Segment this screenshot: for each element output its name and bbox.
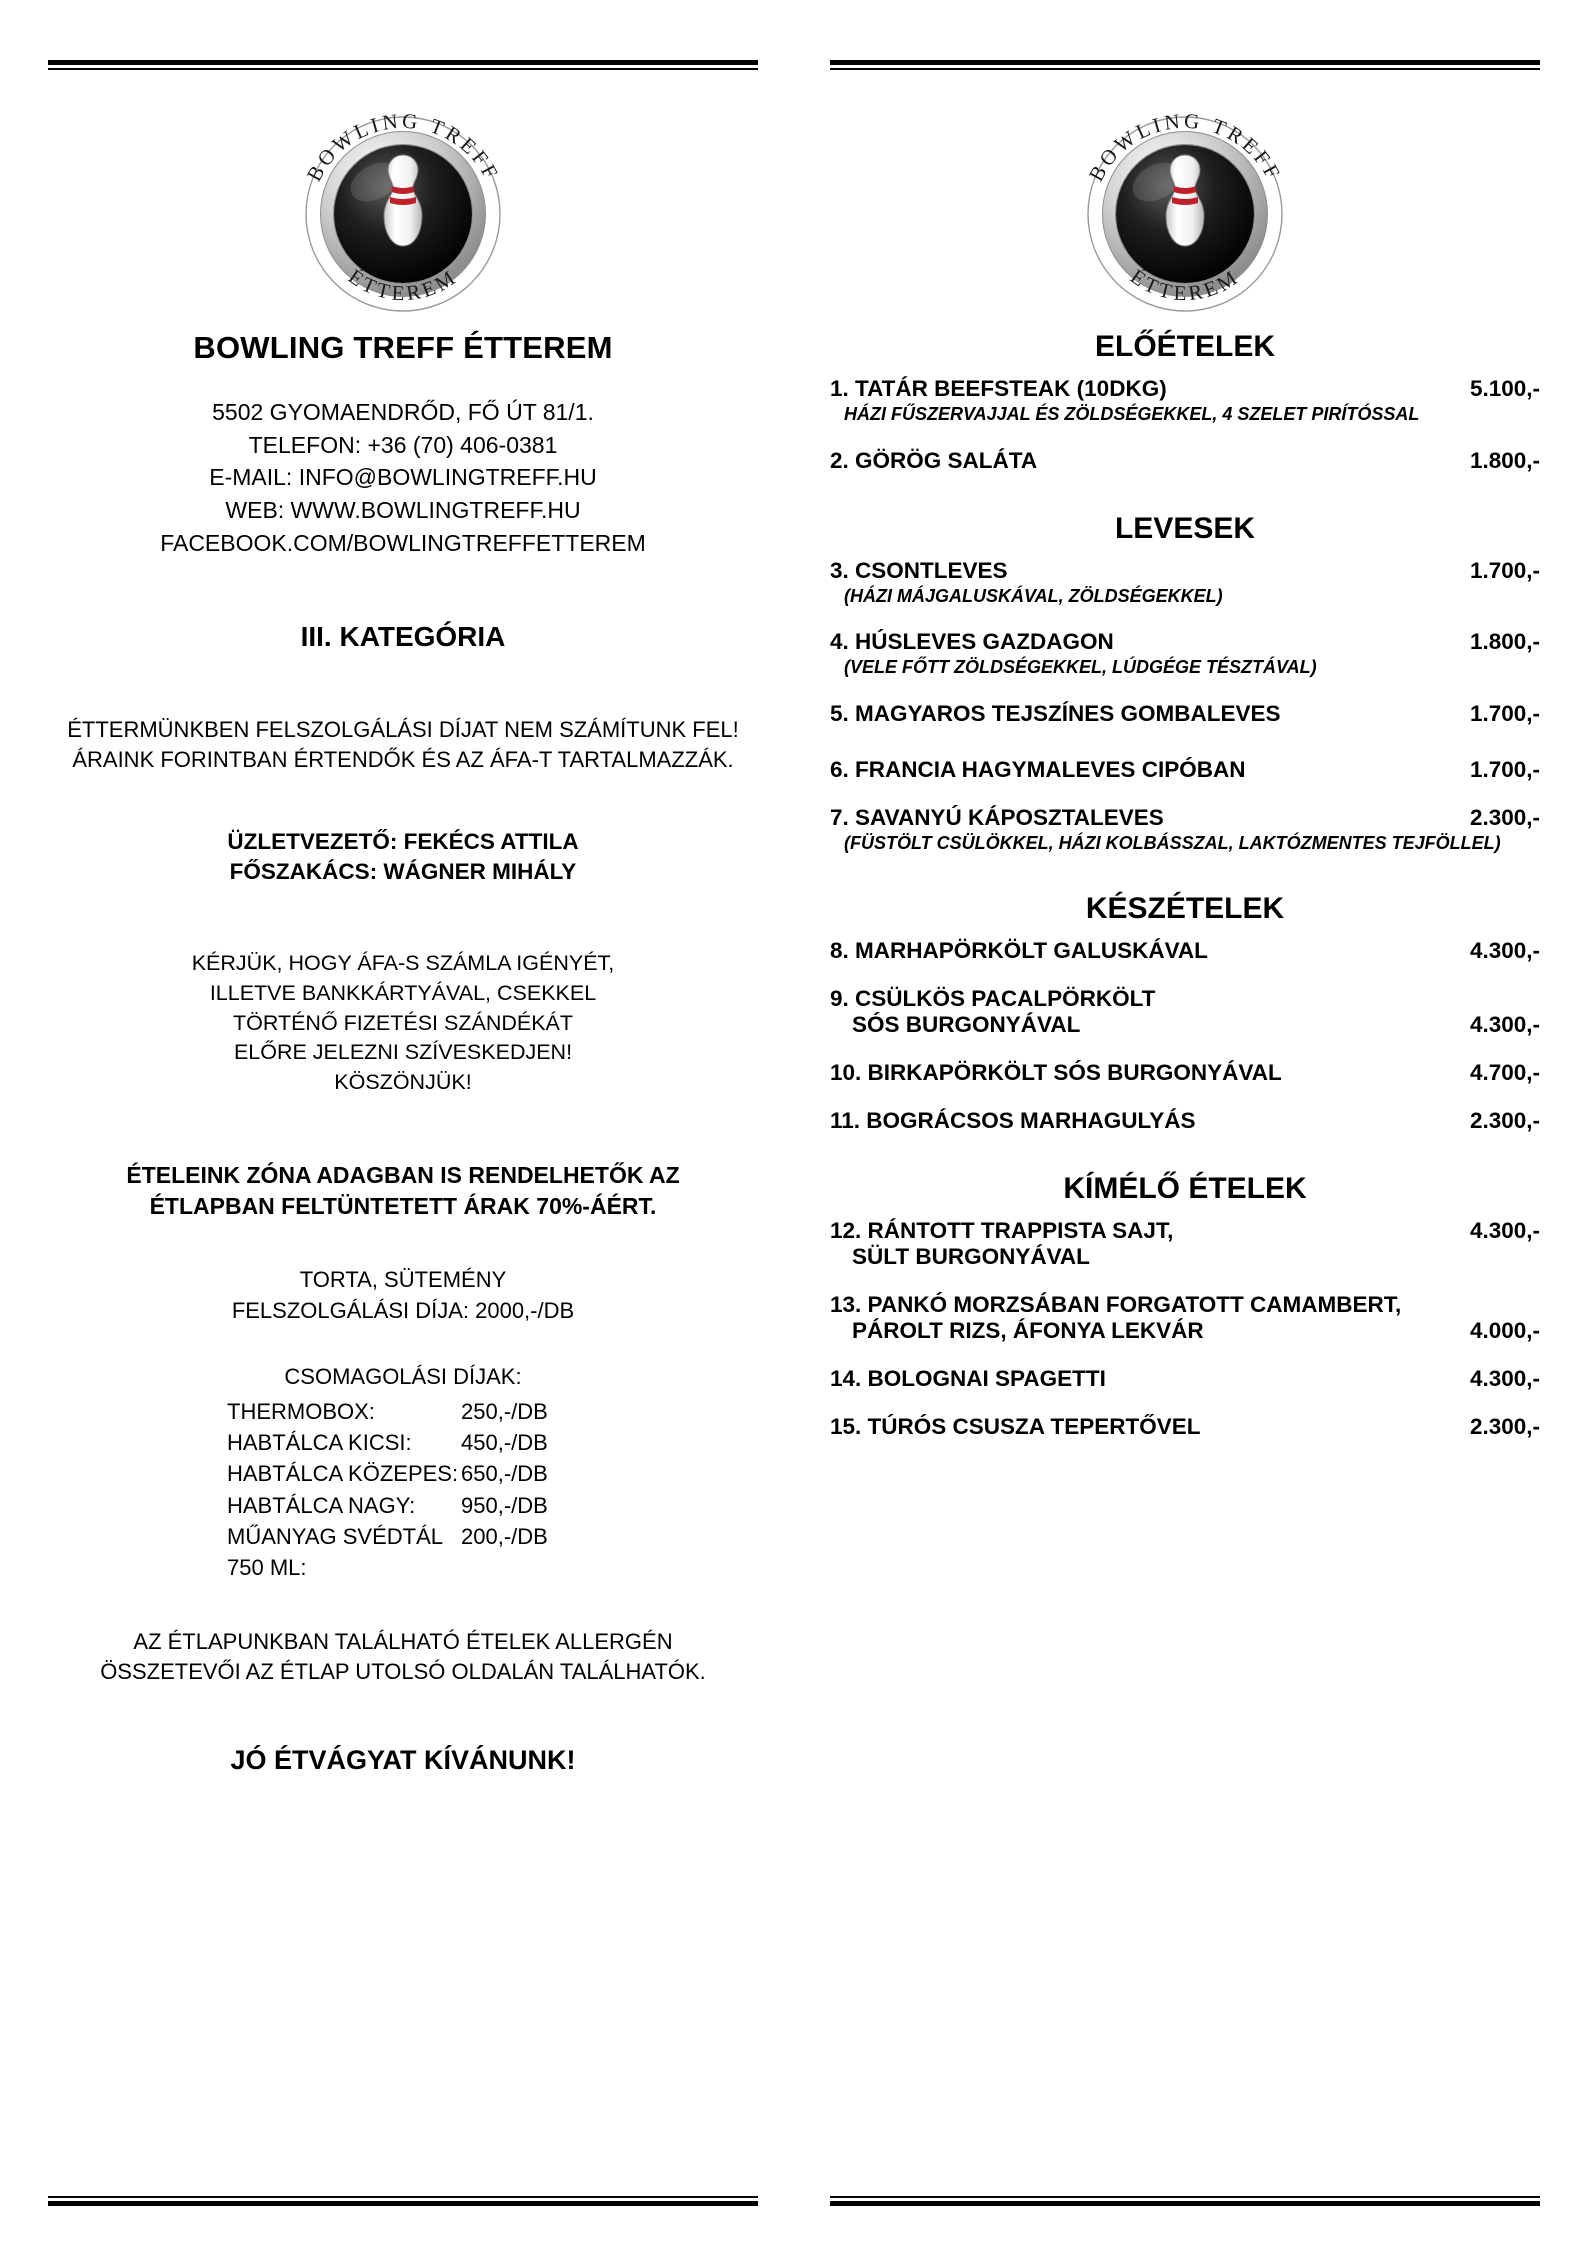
- staff-block: [48, 827, 758, 888]
- menu-item-name: 12. RÁNTOTT TRAPPISTA SAJT,: [830, 1218, 1174, 1243]
- manager-name: ÜZLETVEZETŐ: FEKÉCS ATTILA: [227, 828, 579, 854]
- right-column: [830, 60, 1540, 2206]
- menu-item-price: 4.300,-: [1469, 1218, 1540, 1243]
- invoice-notice-line-4: ELŐRE JELEZNI SZÍVESKEDJEN!: [233, 1040, 573, 1065]
- contact-facebook: FACEBOOK.COM/BOWLINGTREFFETTEREM: [160, 529, 646, 556]
- contact-address: 5502 GYOMAENDRŐD, FŐ ÚT 81/1.: [212, 399, 594, 425]
- packaging-label: THERMOBOX:: [227, 1398, 375, 1424]
- list-item: [227, 1521, 579, 1583]
- menu-item-price: 1.800,-: [1469, 447, 1540, 473]
- list-item: [227, 1490, 579, 1521]
- service-fee-notice-line-1: ÉTTERMÜNKBEN FELSZOLGÁLÁSI DÍJAT NEM SZÁMÍTUNK FEL!: [67, 717, 739, 743]
- service-fee-notice-line-2: ÁRAINK FORINTBAN ÉRTENDŐK ÉS AZ ÁFA-T TARTALMAZZÁK.: [72, 746, 734, 772]
- menu-item: [830, 986, 1540, 1038]
- menu-item: [830, 1292, 1540, 1344]
- invoice-payment-notice: [48, 949, 758, 1097]
- packaging-fees-title: CSOMAGOLÁSI DÍJAK:: [284, 1363, 522, 1389]
- packaging-label: MŰANYAG SVÉDTÁL 750 ML:: [227, 1523, 443, 1581]
- menu-item-description: (VELE FŐTT ZÖLDSÉGEKKEL, LÚDGÉGE TÉSZTÁVAL): [844, 657, 1317, 677]
- menu-item: [830, 629, 1540, 679]
- allergen-notice-line-2: ÖSSZETEVŐI AZ ÉTLAP UTOLSÓ OLDALÁN TALÁLHATÓK.: [100, 1658, 706, 1684]
- bottom-divider-right: [830, 2196, 1540, 2206]
- packaging-price: 250,-/DB: [461, 1398, 548, 1424]
- invoice-notice-line-1: KÉRJÜK, HOGY ÁFA-S SZÁMLA IGÉNYÉT,: [191, 951, 615, 976]
- invoice-notice-line-3: TÖRTÉNŐ FIZETÉSI SZÁNDÉKÁT: [232, 1010, 574, 1035]
- menu-item-name: 1. TATÁR BEEFSTEAK (10DKG): [830, 376, 1167, 401]
- menu-section-title-appetizers: ELŐÉTELEK: [1094, 330, 1275, 363]
- allergen-notice: [48, 1627, 758, 1686]
- menu-item-name: 10. BIRKAPÖRKÖLT SÓS BURGONYÁVAL: [830, 1060, 1282, 1085]
- menu-item: [830, 938, 1540, 964]
- left-column: [48, 60, 758, 2206]
- logo-container-right: [830, 102, 1540, 312]
- menu-item-name-second-line: SÜLT BURGONYÁVAL: [852, 1244, 1090, 1269]
- menu-item-name: 13. PANKÓ MORZSÁBAN FORGATOTT CAMAMBERT,: [830, 1292, 1402, 1317]
- menu-item: [830, 757, 1540, 783]
- menu-item-name: 6. FRANCIA HAGYMALEVES CIPÓBAN: [830, 756, 1246, 782]
- cake-service-fee: [48, 1265, 758, 1326]
- menu-item: [830, 558, 1540, 608]
- menu-item: [830, 1218, 1540, 1270]
- menu-item-name: 11. BOGRÁCSOS MARHAGULYÁS: [830, 1108, 1196, 1133]
- cake-service-fee-label: TORTA, SÜTEMÉNY: [299, 1267, 507, 1293]
- head-chef-name: FŐSZAKÁCS: WÁGNER MIHÁLY: [229, 859, 577, 885]
- menu-item: [830, 701, 1540, 727]
- menu-item-price: 2.300,-: [1469, 1414, 1540, 1439]
- menu-item: [830, 1414, 1540, 1440]
- menu-item-name: 14. BOLOGNAI SPAGETTI: [830, 1366, 1106, 1391]
- bowling-pin-logo-icon: [1065, 102, 1305, 312]
- zone-portion-notice: [48, 1160, 758, 1223]
- packaging-fees-list: [227, 1396, 579, 1583]
- menu-item: [830, 1108, 1540, 1134]
- packaging-price: 450,-/DB: [461, 1430, 548, 1456]
- menu-item-price: 4.300,-: [1469, 1366, 1540, 1391]
- list-item: [227, 1458, 579, 1489]
- svg-text:BOWLING TREFF: BOWLING TREFF: [1083, 108, 1287, 186]
- menu-item-price: 4.300,-: [1469, 1012, 1540, 1037]
- menu-item-name-second-line: PÁROLT RIZS, ÁFONYA LEKVÁR: [852, 1318, 1204, 1343]
- category-title: III. KATEGÓRIA: [300, 621, 506, 653]
- top-divider-left: [48, 60, 758, 70]
- top-divider-right: [830, 60, 1540, 70]
- cake-service-fee-value: FELSZOLGÁLÁSI DÍJA: 2000,-/DB: [231, 1297, 575, 1323]
- menu-item: [830, 376, 1540, 426]
- menu-item-price: 4.000,-: [1469, 1318, 1540, 1343]
- bon-appetit-message: JÓ ÉTVÁGYAT KÍVÁNUNK!: [230, 1744, 576, 1775]
- packaging-price: 650,-/DB: [461, 1461, 548, 1487]
- menu-item-name: 15. TÚRÓS CSUSZA TEPERTŐVEL: [830, 1414, 1201, 1439]
- menu-item-name: 4. HÚSLEVES GAZDAGON: [830, 629, 1114, 654]
- menu-section-title-main-dishes: KÉSZÉTELEK: [1085, 892, 1285, 925]
- list-item: [227, 1427, 579, 1458]
- menu-item-name: 8. MARHAPÖRKÖLT GALUSKÁVAL: [830, 938, 1208, 963]
- logo-container-left: [48, 102, 758, 312]
- menu-item-price: 1.700,-: [1469, 557, 1540, 583]
- menu-item-price: 4.300,-: [1469, 938, 1540, 963]
- menu-item-name: 7. SAVANYÚ KÁPOSZTALEVES: [830, 804, 1164, 830]
- menu-item-price: 1.700,-: [1469, 700, 1540, 726]
- restaurant-name: BOWLING TREFF ÉTTEREM: [193, 330, 613, 365]
- contact-email: E-MAIL: INFO@BOWLINGTREFF.HU: [209, 464, 597, 491]
- contact-block: [48, 396, 758, 559]
- menu-item: [830, 805, 1540, 855]
- menu-item-name: 3. CSONTLEVES: [830, 557, 1008, 583]
- svg-text:ÉTTEREM: ÉTTEREM: [1126, 264, 1244, 306]
- menu-item-name-second-line: SÓS BURGONYÁVAL: [852, 1012, 1081, 1037]
- bottom-divider-left: [48, 2196, 758, 2206]
- menu-item-name: 9. CSÜLKÖS PACALPÖRKÖLT: [830, 986, 1156, 1011]
- menu-item: [830, 1366, 1540, 1392]
- svg-text:BOWLING TREFF: BOWLING TREFF: [301, 108, 505, 186]
- svg-text:ÉTTEREM: ÉTTEREM: [344, 264, 462, 306]
- allergen-notice-line-1: AZ ÉTLAPUNKBAN TALÁLHATÓ ÉTELEK ALLERGÉN: [133, 1629, 673, 1655]
- menu-section-title-soups: LEVESEK: [1114, 511, 1256, 545]
- menu-item-name: 2. GÖRÖG SALÁTA: [830, 447, 1038, 473]
- menu-item-description: HÁZI FŰSZERVAJJAL ÉS ZÖLDSÉGEKKEL, 4 SZELET PIRÍTÓSSAL: [844, 404, 1420, 424]
- packaging-label: HABTÁLCA KICSI:: [227, 1430, 412, 1456]
- list-item: [227, 1396, 579, 1427]
- menu-item: [830, 448, 1540, 474]
- contact-phone: TELEFON: +36 (70) 406-0381: [248, 431, 558, 458]
- contact-web: WEB: WWW.BOWLINGTREFF.HU: [225, 496, 581, 523]
- menu-item-price: 5.100,-: [1469, 376, 1540, 401]
- menu-item-price: 1.700,-: [1469, 756, 1540, 782]
- menu-item: [830, 1060, 1540, 1086]
- menu-item-price: 2.300,-: [1469, 804, 1540, 830]
- menu-item-description: (FÜSTÖLT CSÜLÖKKEL, HÁZI KOLBÁSSZAL, LAKTÓZMENTES TEJFÖLLEL): [844, 832, 1501, 853]
- menu-item-name: 5. MAGYAROS TEJSZÍNES GOMBALEVES: [830, 700, 1281, 726]
- menu-item-price: 4.700,-: [1469, 1060, 1540, 1085]
- menu-item-price: 1.800,-: [1469, 629, 1540, 654]
- invoice-notice-line-2: ILLETVE BANKKÁRTYÁVAL, CSEKKEL: [209, 981, 597, 1006]
- menu-item-price: 2.300,-: [1469, 1108, 1540, 1133]
- packaging-label: HABTÁLCA KÖZEPES:: [227, 1461, 459, 1487]
- packaging-label: HABTÁLCA NAGY:: [227, 1492, 416, 1518]
- packaging-price: 950,-/DB: [461, 1492, 548, 1518]
- invoice-notice-line-5: KÖSZÖNJÜK!: [334, 1070, 472, 1095]
- zone-notice-line-2: ÉTLAPBAN FELTÜNTETETT ÁRAK 70%-ÁÉRT.: [149, 1193, 657, 1220]
- service-fee-notice: [48, 715, 758, 774]
- bowling-pin-logo-icon: [283, 102, 523, 312]
- zone-notice-line-1: ÉTELEINK ZÓNA ADAGBAN IS RENDELHETŐK AZ: [126, 1161, 680, 1188]
- packaging-price: 200,-/DB: [461, 1523, 548, 1549]
- menu-item-description: (HÁZI MÁJGALUSKÁVAL, ZÖLDSÉGEKKEL): [844, 585, 1223, 606]
- menu-section-title-light-dishes: KÍMÉLŐ ÉTELEK: [1063, 1172, 1307, 1205]
